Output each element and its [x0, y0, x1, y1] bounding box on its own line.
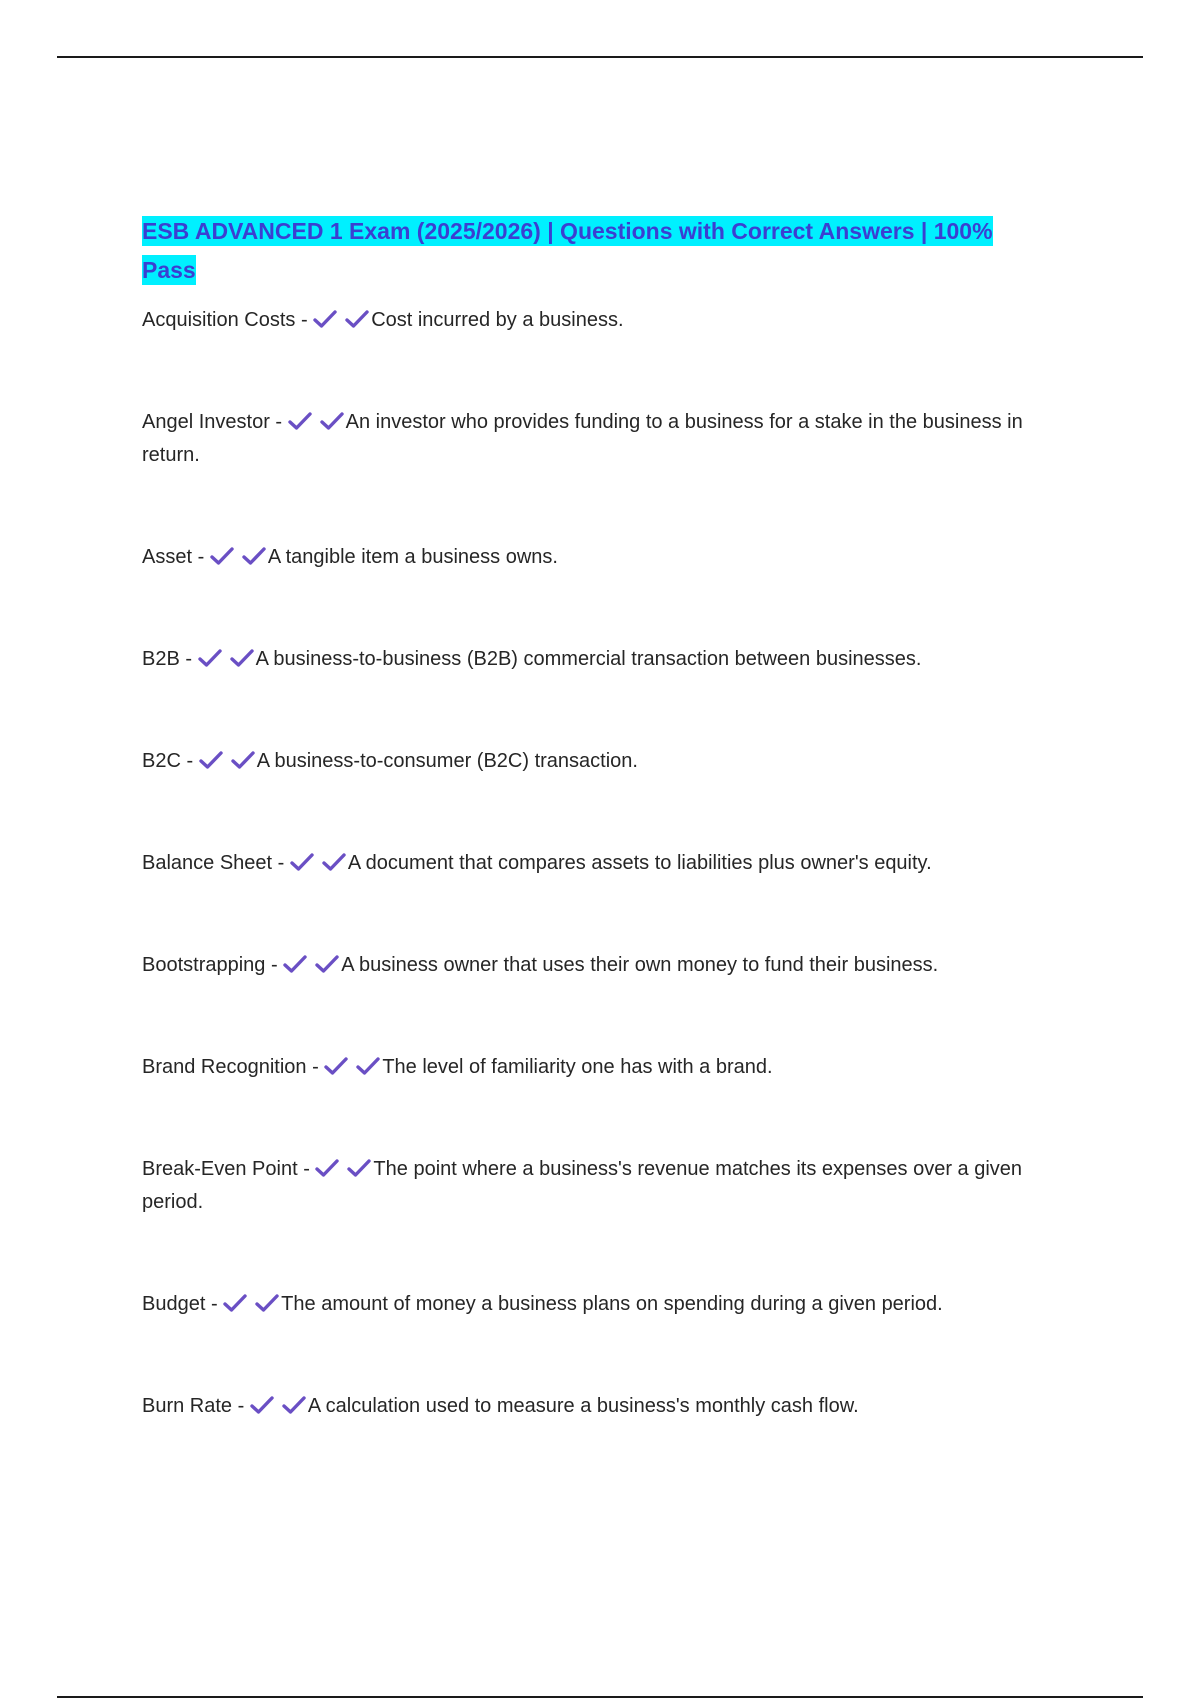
entry-definition: The point where a business's revenue matches its expenses over a given period. [142, 1158, 1023, 1213]
check-mark-icon [347, 1158, 371, 1178]
check-mark-icon [356, 1056, 380, 1076]
glossary-list [142, 304, 1042, 1492]
top-rule [57, 56, 1143, 58]
check-mark-icon [242, 546, 266, 566]
check-mark-icon [231, 750, 255, 770]
entry-separator: - [180, 750, 199, 772]
entry-separator: - [265, 954, 284, 976]
document-body [142, 212, 1042, 1492]
check-mark-icon [250, 1395, 274, 1415]
entry-separator: - [232, 1395, 250, 1417]
glossary-entry [142, 1153, 1042, 1288]
entry-term: Budget [142, 1293, 206, 1315]
check-mark-icon [315, 954, 339, 974]
check-mark-icon [282, 1395, 306, 1415]
entry-term: Balance Sheet [142, 852, 273, 874]
entry-term: Acquisition Costs [142, 309, 296, 331]
entry-definition: Cost incurred by a business. [371, 309, 624, 331]
entry-separator: - [306, 1056, 325, 1078]
entry-definition: A tangible item a business owns. [267, 546, 558, 568]
entry-term: Brand Recognition [142, 1056, 307, 1078]
glossary-entry [142, 949, 1042, 1051]
entry-separator: - [272, 852, 290, 874]
entry-term: Break-Even Point [142, 1158, 298, 1180]
entry-term: B2B [142, 648, 180, 670]
entry-separator: - [269, 411, 288, 433]
check-mark-icon [210, 546, 234, 566]
check-mark-icon [290, 852, 314, 872]
glossary-entry [142, 304, 1042, 406]
check-mark-icon [345, 309, 369, 329]
entry-separator: - [192, 546, 210, 568]
entry-term: B2C [142, 750, 181, 772]
check-mark-icon [320, 411, 344, 431]
bottom-rule [57, 1696, 1143, 1698]
check-mark-icon [283, 954, 307, 974]
entry-term: Bootstrapping [142, 954, 266, 976]
entry-separator: - [295, 309, 314, 331]
check-mark-icon [198, 648, 222, 668]
entry-definition: The amount of money a business plans on spending during a given period. [281, 1293, 943, 1315]
entry-definition: A business-to-business (B2B) commercial transaction between businesses. [255, 648, 922, 670]
check-mark-icon [288, 411, 312, 431]
entry-separator: - [179, 648, 198, 670]
entry-definition: The level of familiarity one has with a brand. [382, 1056, 773, 1078]
glossary-entry [142, 1051, 1042, 1153]
check-mark-icon [199, 750, 223, 770]
check-mark-icon [255, 1293, 279, 1313]
entry-term: Burn Rate [142, 1395, 233, 1417]
entry-separator: - [297, 1158, 316, 1180]
check-mark-icon [230, 648, 254, 668]
document-title [142, 212, 1042, 290]
entry-definition: An investor who provides funding to a business for a stake in the business in return. [142, 411, 1023, 466]
glossary-entry [142, 745, 1042, 847]
check-mark-icon [313, 309, 337, 329]
entry-term: Angel Investor [142, 411, 270, 433]
glossary-entry [142, 847, 1042, 949]
entry-separator: - [205, 1293, 224, 1315]
check-mark-icon [322, 852, 346, 872]
check-mark-icon [315, 1158, 339, 1178]
entry-definition: A document that compares assets to liabilities plus owner's equity. [347, 852, 932, 874]
title-highlight: ESB ADVANCED 1 Exam (2025/2026) | Questions with Correct Answers | 100% Pass [142, 218, 993, 283]
check-mark-icon [324, 1056, 348, 1076]
glossary-entry [142, 541, 1042, 643]
glossary-entry [142, 1390, 1042, 1492]
check-mark-icon [223, 1293, 247, 1313]
glossary-entry [142, 406, 1042, 541]
glossary-entry [142, 643, 1042, 745]
entry-definition: A calculation used to measure a business's monthly cash flow. [307, 1395, 859, 1417]
entry-term: Asset [142, 546, 193, 568]
glossary-entry [142, 1288, 1042, 1390]
entry-definition: A business-to-consumer (B2C) transaction. [256, 750, 638, 772]
entry-definition: A business owner that uses their own money to fund their business. [341, 954, 939, 976]
